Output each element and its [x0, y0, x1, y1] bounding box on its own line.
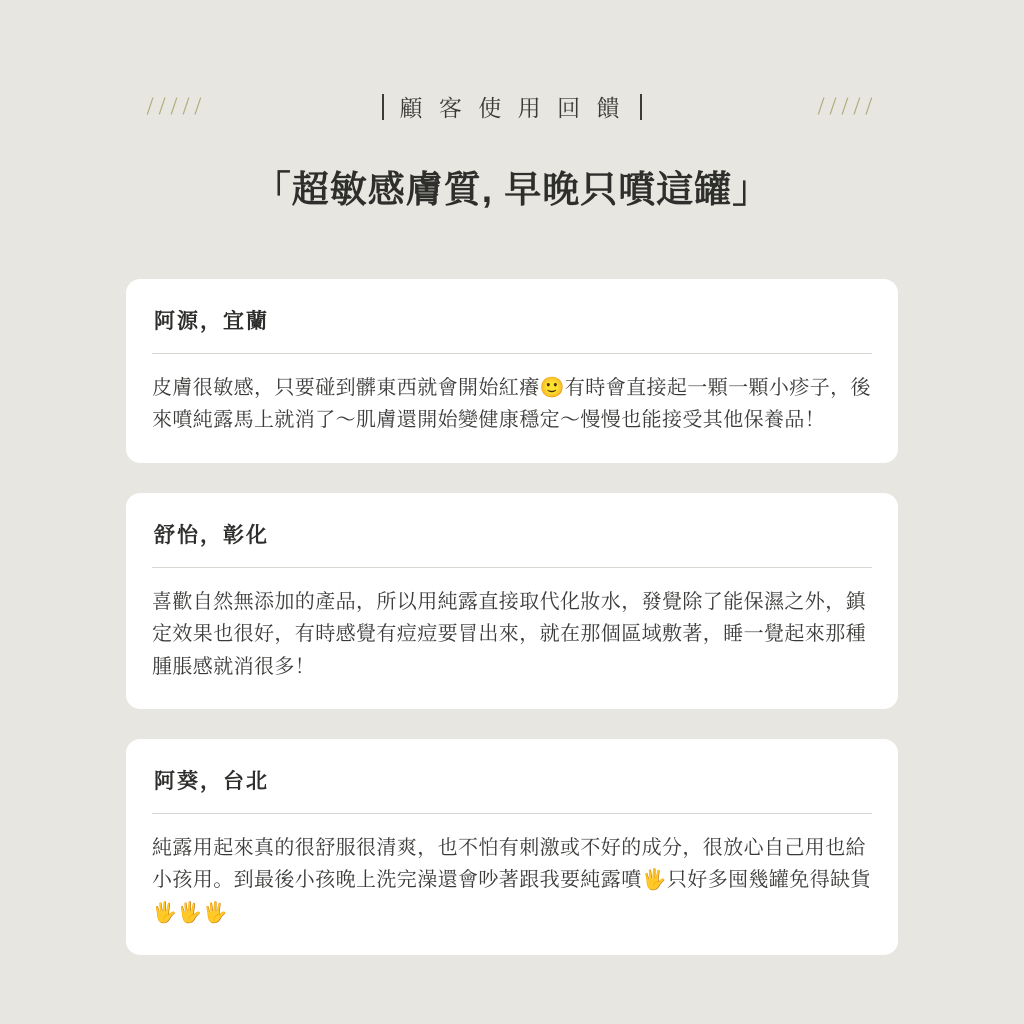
reviewer-name: 阿源，宜蘭 [154, 310, 269, 333]
page-title: 「超敏感膚質, 早晚只噴這罐」 [253, 169, 771, 210]
review-card [126, 493, 898, 709]
review-text: 喜歡自然無添加的產品，所以用純露直接取代化妝水，發覺除了能保濕之外，鎮定效果也很好，有時感覺有痘痘要冒出來，就在那個區域敷著，睡一覺起來那種腫脹感就消很多！ [152, 590, 866, 678]
decorative-slashes-right: ///// [817, 92, 878, 120]
eyebrow-label [382, 90, 643, 123]
review-text: 皮膚很敏感，只要碰到髒東西就會開始紅癢🙂有時會直接起一顆一顆小疹子，後來噴純露馬上就消了～肌膚還開始變健康穩定～慢慢也能接受其他保養品！ [152, 377, 871, 432]
card-divider [152, 813, 872, 814]
eyebrow-text: 顧 客 使 用 回 饋 [399, 95, 625, 121]
review-card [126, 739, 898, 955]
vertical-bar-right-icon [640, 94, 642, 120]
review-list [0, 279, 1024, 955]
vertical-bar-left-icon [382, 94, 384, 120]
eyebrow-row [0, 90, 1024, 123]
reviewer-name: 阿葵，台北 [154, 769, 269, 793]
decorative-slashes-left: ///// [146, 92, 207, 120]
review-text: 純露用起來真的很舒服很清爽，也不怕有刺激或不好的成分，很放心自己用也給小孩用。到最後小孩晚上洗完澡還會吵著跟我要純露噴🖐️只好多囤幾罐免得缺貨🖐️🖐️🖐️ [152, 836, 871, 924]
review-card [126, 279, 898, 463]
card-divider [152, 567, 872, 568]
page-header [0, 0, 1024, 213]
reviewer-name: 舒怡，彰化 [154, 523, 269, 547]
card-divider [152, 353, 872, 354]
